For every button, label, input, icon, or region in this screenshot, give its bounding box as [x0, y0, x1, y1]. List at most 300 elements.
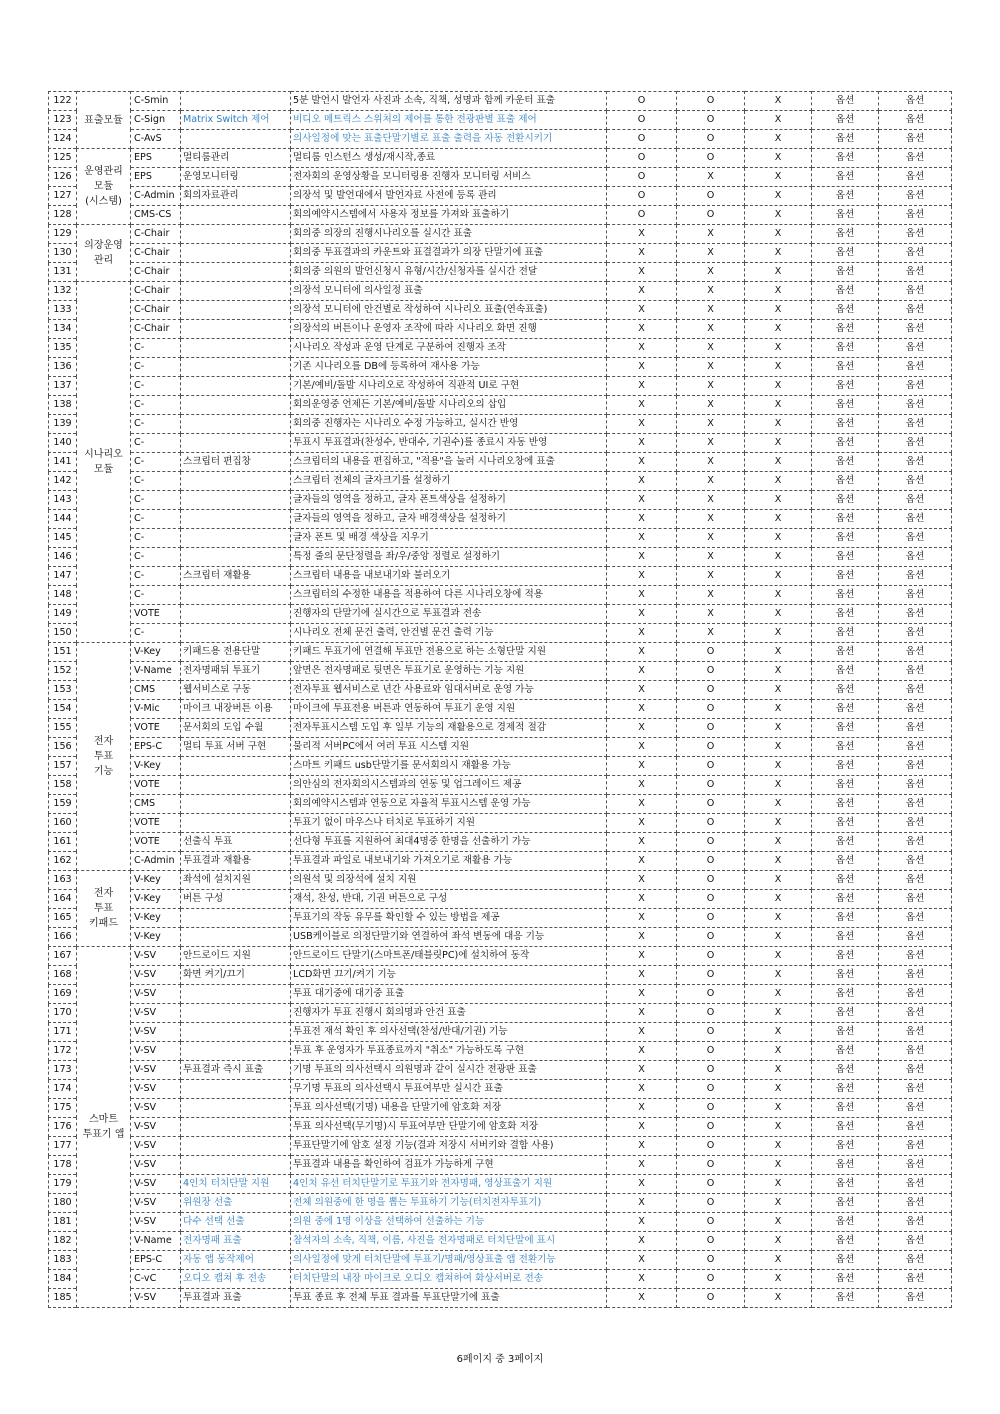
support-col-3: X [745, 947, 812, 966]
support-col-3: X [745, 1194, 812, 1213]
support-col-1: X [607, 1080, 677, 1099]
description: 투표 의사선택(기명) 내용을 단말기에 암호화 저장 [291, 1099, 607, 1118]
row-number: 183 [49, 1251, 77, 1270]
support-col-1: X [607, 852, 677, 871]
support-col-1: X [607, 795, 677, 814]
module-code: C- [131, 453, 181, 472]
description: 비디오 메트릭스 스위처의 제어를 통한 전광판별 표출 제어 [291, 111, 607, 130]
option-col-2: 옵션 [879, 491, 952, 510]
option-col-1: 옵션 [812, 1213, 879, 1232]
module-code: V-SV [131, 985, 181, 1004]
row-number: 142 [49, 472, 77, 491]
option-col-1: 옵션 [812, 947, 879, 966]
table-row [49, 244, 952, 263]
description: 전체 의원중에 한 명을 뽑는 투표하기 기능(터치전자투표기) [291, 1194, 607, 1213]
option-col-2: 옵션 [879, 149, 952, 168]
category-cell: 시나리오 모듈 [77, 282, 131, 643]
support-col-2: X [677, 282, 745, 301]
support-col-3: X [745, 1289, 812, 1308]
module-code: C-vC [131, 1270, 181, 1289]
table-row [49, 1004, 952, 1023]
support-col-2: O [677, 871, 745, 890]
table-row [49, 472, 952, 491]
table-row [49, 453, 952, 472]
option-col-2: 옵션 [879, 92, 952, 111]
module-code: VOTE [131, 833, 181, 852]
support-col-2: O [677, 92, 745, 111]
table-row [49, 985, 952, 1004]
row-number: 126 [49, 168, 77, 187]
support-col-2: X [677, 263, 745, 282]
module-code: VOTE [131, 719, 181, 738]
description: 기존 시나리오를 DB에 등록하여 재사용 가능 [291, 358, 607, 377]
description: 기명 투표의 의사선택시 의원명과 같이 실시간 전광판 표출 [291, 1061, 607, 1080]
function-name [181, 1042, 291, 1061]
option-col-1: 옵션 [812, 434, 879, 453]
module-code: C- [131, 548, 181, 567]
row-number: 163 [49, 871, 77, 890]
support-col-2: O [677, 738, 745, 757]
module-code: C- [131, 358, 181, 377]
description: 글자들의 영역을 정하고, 글자 폰트색상을 설정하기 [291, 491, 607, 510]
support-col-3: X [745, 966, 812, 985]
option-col-1: 옵션 [812, 263, 879, 282]
option-col-1: 옵션 [812, 1251, 879, 1270]
option-col-1: 옵션 [812, 187, 879, 206]
function-name [181, 1099, 291, 1118]
option-col-2: 옵션 [879, 301, 952, 320]
function-name: 웹서비스로 구동 [181, 681, 291, 700]
description: 투표시 투표결과(찬성수, 반대수, 기권수)를 종료시 자동 반영 [291, 434, 607, 453]
module-code: EPS-C [131, 1251, 181, 1270]
module-code: C- [131, 491, 181, 510]
support-col-1: X [607, 434, 677, 453]
support-col-3: X [745, 472, 812, 491]
module-code: V-Key [131, 643, 181, 662]
row-number: 133 [49, 301, 77, 320]
description: 의안심의 전자회의시스템과의 연동 및 업그레이드 제공 [291, 776, 607, 795]
option-col-1: 옵션 [812, 1156, 879, 1175]
module-code: V-SV [131, 1137, 181, 1156]
option-col-2: 옵션 [879, 1137, 952, 1156]
support-col-3: X [745, 1213, 812, 1232]
module-code: VOTE [131, 605, 181, 624]
module-code: V-SV [131, 1023, 181, 1042]
option-col-1: 옵션 [812, 1023, 879, 1042]
option-col-1: 옵션 [812, 472, 879, 491]
description: 시나리오 전체 문건 출력, 안건별 문건 출력 기능 [291, 624, 607, 643]
table-row [49, 662, 952, 681]
option-col-1: 옵션 [812, 1061, 879, 1080]
function-name [181, 529, 291, 548]
option-col-2: 옵션 [879, 1251, 952, 1270]
function-name: 회의자료관리 [181, 187, 291, 206]
table-row [49, 871, 952, 890]
row-number: 160 [49, 814, 77, 833]
row-number: 181 [49, 1213, 77, 1232]
table-row [49, 1289, 952, 1308]
table-row [49, 1061, 952, 1080]
option-col-2: 옵션 [879, 814, 952, 833]
description: 투표 후 운영자가 투표종료까지 "취소" 가능하도록 구현 [291, 1042, 607, 1061]
support-col-1: X [607, 966, 677, 985]
option-col-1: 옵션 [812, 453, 879, 472]
support-col-3: X [745, 92, 812, 111]
function-name [181, 225, 291, 244]
support-col-2: O [677, 1004, 745, 1023]
module-code: V-SV [131, 1061, 181, 1080]
module-code: V-SV [131, 1289, 181, 1308]
support-col-2: O [677, 833, 745, 852]
option-col-2: 옵션 [879, 1099, 952, 1118]
option-col-2: 옵션 [879, 605, 952, 624]
module-code: C- [131, 586, 181, 605]
description: 전자투표시스템 도입 후 일부 기능의 재활용으로 경제적 절감 [291, 719, 607, 738]
table-row [49, 890, 952, 909]
support-col-3: X [745, 909, 812, 928]
table-row [49, 757, 952, 776]
function-name: 자동 앱 동작제어 [181, 1251, 291, 1270]
support-col-3: X [745, 529, 812, 548]
table-row [49, 92, 952, 111]
description: 진행자가 투표 진행시 회의명과 안건 표출 [291, 1004, 607, 1023]
option-col-2: 옵션 [879, 1061, 952, 1080]
option-col-2: 옵션 [879, 111, 952, 130]
support-col-2: X [677, 434, 745, 453]
module-code: V-SV [131, 1042, 181, 1061]
support-col-3: X [745, 795, 812, 814]
support-col-1: X [607, 871, 677, 890]
table-row [49, 1194, 952, 1213]
module-code: V-Key [131, 871, 181, 890]
row-number: 153 [49, 681, 77, 700]
function-name: 전자명패 표출 [181, 1232, 291, 1251]
description: 스크립터의 수정한 내용을 적용하여 다른 시나리오창에 적용 [291, 586, 607, 605]
feature-table-body [49, 92, 952, 1308]
support-col-1: O [607, 130, 677, 149]
support-col-1: X [607, 1194, 677, 1213]
module-code: V-SV [131, 947, 181, 966]
function-name: 문서회의 도입 수월 [181, 719, 291, 738]
module-code: V-Name [131, 662, 181, 681]
function-name: 투표결과 재활용 [181, 852, 291, 871]
option-col-1: 옵션 [812, 928, 879, 947]
support-col-3: X [745, 738, 812, 757]
table-row [49, 643, 952, 662]
table-row [49, 624, 952, 643]
option-col-1: 옵션 [812, 529, 879, 548]
row-number: 122 [49, 92, 77, 111]
option-col-2: 옵션 [879, 1004, 952, 1023]
module-code: C- [131, 472, 181, 491]
row-number: 141 [49, 453, 77, 472]
row-number: 164 [49, 890, 77, 909]
option-col-2: 옵션 [879, 510, 952, 529]
option-col-2: 옵션 [879, 852, 952, 871]
support-col-2: O [677, 814, 745, 833]
function-name [181, 1080, 291, 1099]
support-col-2: O [677, 1289, 745, 1308]
support-col-3: X [745, 890, 812, 909]
category-cell: 운영관리 모듈 (시스템) [77, 149, 131, 225]
support-col-3: X [745, 871, 812, 890]
module-code: C-Chair [131, 244, 181, 263]
support-col-2: O [677, 776, 745, 795]
support-col-3: X [745, 643, 812, 662]
module-code: C- [131, 339, 181, 358]
support-col-2: X [677, 301, 745, 320]
option-col-1: 옵션 [812, 1194, 879, 1213]
support-col-2: O [677, 111, 745, 130]
description: 투표 대기중에 대기중 표출 [291, 985, 607, 1004]
row-number: 152 [49, 662, 77, 681]
function-name: 화면 켜기/끄기 [181, 966, 291, 985]
row-number: 179 [49, 1175, 77, 1194]
support-col-3: X [745, 548, 812, 567]
option-col-1: 옵션 [812, 149, 879, 168]
module-code: C-Chair [131, 225, 181, 244]
row-number: 134 [49, 320, 77, 339]
support-col-1: X [607, 548, 677, 567]
row-number: 145 [49, 529, 77, 548]
option-col-2: 옵션 [879, 662, 952, 681]
row-number: 131 [49, 263, 77, 282]
support-col-1: X [607, 1023, 677, 1042]
option-col-1: 옵션 [812, 833, 879, 852]
description: 투표 의사선택(무기명)시 투표여부만 단말기에 암호화 저장 [291, 1118, 607, 1137]
row-number: 143 [49, 491, 77, 510]
support-col-1: X [607, 1061, 677, 1080]
option-col-2: 옵션 [879, 1194, 952, 1213]
support-col-2: X [677, 168, 745, 187]
support-col-1: X [607, 605, 677, 624]
option-col-2: 옵션 [879, 947, 952, 966]
row-number: 147 [49, 567, 77, 586]
module-code: C- [131, 624, 181, 643]
option-col-2: 옵션 [879, 776, 952, 795]
support-col-3: X [745, 605, 812, 624]
table-row [49, 1080, 952, 1099]
support-col-2: O [677, 1080, 745, 1099]
row-number: 168 [49, 966, 77, 985]
support-col-1: X [607, 491, 677, 510]
support-col-3: X [745, 624, 812, 643]
table-row [49, 852, 952, 871]
function-name [181, 1156, 291, 1175]
support-col-1: X [607, 1004, 677, 1023]
description: 전자투표 웹서비스로 년간 사용료와 임대서버로 운영 가능 [291, 681, 607, 700]
support-col-1: X [607, 453, 677, 472]
function-name [181, 396, 291, 415]
support-col-3: X [745, 700, 812, 719]
function-name [181, 1004, 291, 1023]
module-code: V-Key [131, 757, 181, 776]
option-col-2: 옵션 [879, 358, 952, 377]
function-name [181, 263, 291, 282]
description: 의장석 및 발언대에서 발언자료 사전에 등록 관리 [291, 187, 607, 206]
table-row [49, 1137, 952, 1156]
support-col-1: X [607, 814, 677, 833]
module-code: C-Admin [131, 187, 181, 206]
module-code: V-Key [131, 909, 181, 928]
support-col-3: X [745, 1080, 812, 1099]
option-col-1: 옵션 [812, 491, 879, 510]
option-col-2: 옵션 [879, 1023, 952, 1042]
table-row [49, 776, 952, 795]
row-number: 182 [49, 1232, 77, 1251]
description: 앞면은 전자명패로 뒷면은 투표기로 운영하는 기능 지원 [291, 662, 607, 681]
module-code: C-Chair [131, 282, 181, 301]
table-row [49, 928, 952, 947]
support-col-2: O [677, 795, 745, 814]
support-col-2: X [677, 320, 745, 339]
description: 투표전 재석 확인 후 의사선택(찬성/반대/기권) 기능 [291, 1023, 607, 1042]
support-col-1: X [607, 681, 677, 700]
table-row [49, 738, 952, 757]
function-name: 스크립터 재활용 [181, 567, 291, 586]
table-row [49, 1232, 952, 1251]
option-col-2: 옵션 [879, 757, 952, 776]
option-col-2: 옵션 [879, 871, 952, 890]
table-row [49, 301, 952, 320]
table-row [49, 947, 952, 966]
description: 투표단말기에 암호 설정 기능(결과 저장시 서버키와 결합 사용) [291, 1137, 607, 1156]
option-col-1: 옵션 [812, 1042, 879, 1061]
table-row [49, 206, 952, 225]
option-col-2: 옵션 [879, 415, 952, 434]
row-number: 180 [49, 1194, 77, 1213]
support-col-3: X [745, 1156, 812, 1175]
support-col-2: O [677, 757, 745, 776]
support-col-3: X [745, 1042, 812, 1061]
option-col-1: 옵션 [812, 1175, 879, 1194]
support-col-3: X [745, 1099, 812, 1118]
support-col-2: X [677, 225, 745, 244]
module-code: V-SV [131, 1213, 181, 1232]
support-col-2: O [677, 662, 745, 681]
row-number: 128 [49, 206, 77, 225]
table-row [49, 1156, 952, 1175]
option-col-1: 옵션 [812, 168, 879, 187]
option-col-2: 옵션 [879, 928, 952, 947]
row-number: 173 [49, 1061, 77, 1080]
option-col-1: 옵션 [812, 795, 879, 814]
support-col-1: X [607, 928, 677, 947]
description: 전자회의 운영상황을 모니터링용 진행자 모니터링 서비스 [291, 168, 607, 187]
option-col-2: 옵션 [879, 1080, 952, 1099]
support-col-2: X [677, 605, 745, 624]
option-col-2: 옵션 [879, 719, 952, 738]
table-row [49, 814, 952, 833]
function-name: Matrix Switch 제어 [181, 111, 291, 130]
function-name: 운영모니터링 [181, 168, 291, 187]
support-col-3: X [745, 681, 812, 700]
option-col-1: 옵션 [812, 662, 879, 681]
support-col-3: X [745, 206, 812, 225]
support-col-1: X [607, 282, 677, 301]
support-col-2: O [677, 1137, 745, 1156]
function-name [181, 206, 291, 225]
support-col-2: O [677, 1270, 745, 1289]
support-col-1: X [607, 1137, 677, 1156]
row-number: 136 [49, 358, 77, 377]
support-col-2: O [677, 985, 745, 1004]
description: USB케이블로 의정단말기와 연결하여 좌석 변동에 대응 기능 [291, 928, 607, 947]
option-col-2: 옵션 [879, 700, 952, 719]
function-name [181, 339, 291, 358]
module-code: C- [131, 434, 181, 453]
function-name [181, 605, 291, 624]
support-col-3: X [745, 263, 812, 282]
row-number: 149 [49, 605, 77, 624]
support-col-1: X [607, 263, 677, 282]
support-col-1: X [607, 320, 677, 339]
table-row [49, 320, 952, 339]
support-col-1: X [607, 1232, 677, 1251]
support-col-3: X [745, 510, 812, 529]
page-footer: 6페이지 중 3페이지 [456, 1354, 544, 1365]
support-col-2: O [677, 1042, 745, 1061]
option-col-1: 옵션 [812, 206, 879, 225]
row-number: 154 [49, 700, 77, 719]
support-col-2: O [677, 130, 745, 149]
row-number: 155 [49, 719, 77, 738]
description: 재석, 찬성, 반대, 기권 버튼으로 구성 [291, 890, 607, 909]
row-number: 185 [49, 1289, 77, 1308]
row-number: 172 [49, 1042, 77, 1061]
support-col-2: X [677, 548, 745, 567]
support-col-3: X [745, 339, 812, 358]
support-col-1: X [607, 757, 677, 776]
module-code: CMS-CS [131, 206, 181, 225]
description: 물리적 서버PC에서 여러 투표 시스템 지원 [291, 738, 607, 757]
row-number: 129 [49, 225, 77, 244]
module-code: V-SV [131, 1080, 181, 1099]
support-col-1: X [607, 377, 677, 396]
row-number: 162 [49, 852, 77, 871]
table-row [49, 567, 952, 586]
option-col-1: 옵션 [812, 1004, 879, 1023]
function-name [181, 472, 291, 491]
function-name: 멀티룸관리 [181, 149, 291, 168]
support-col-1: X [607, 1156, 677, 1175]
option-col-2: 옵션 [879, 795, 952, 814]
table-row [49, 149, 952, 168]
function-name [181, 814, 291, 833]
row-number: 169 [49, 985, 77, 1004]
support-col-1: X [607, 472, 677, 491]
support-col-3: X [745, 301, 812, 320]
function-name: 키패드용 전용단말 [181, 643, 291, 662]
function-name [181, 985, 291, 1004]
support-col-3: X [745, 814, 812, 833]
module-code: EPS [131, 149, 181, 168]
module-code: C- [131, 396, 181, 415]
support-col-2: X [677, 472, 745, 491]
table-row [49, 434, 952, 453]
support-col-1: X [607, 738, 677, 757]
table-row [49, 1099, 952, 1118]
description: 글자들의 영역을 정하고, 글자 배경색상을 설정하기 [291, 510, 607, 529]
function-name: 4인치 터치단말 지원 [181, 1175, 291, 1194]
row-number: 158 [49, 776, 77, 795]
option-col-2: 옵션 [879, 643, 952, 662]
description: 기본/예비/돌발 시나리오로 작성하여 직관적 UI로 구현 [291, 377, 607, 396]
description: 진행자의 단말기에 실시간으로 투표결과 전송 [291, 605, 607, 624]
option-col-2: 옵션 [879, 396, 952, 415]
support-col-3: X [745, 1118, 812, 1137]
support-col-2: O [677, 700, 745, 719]
